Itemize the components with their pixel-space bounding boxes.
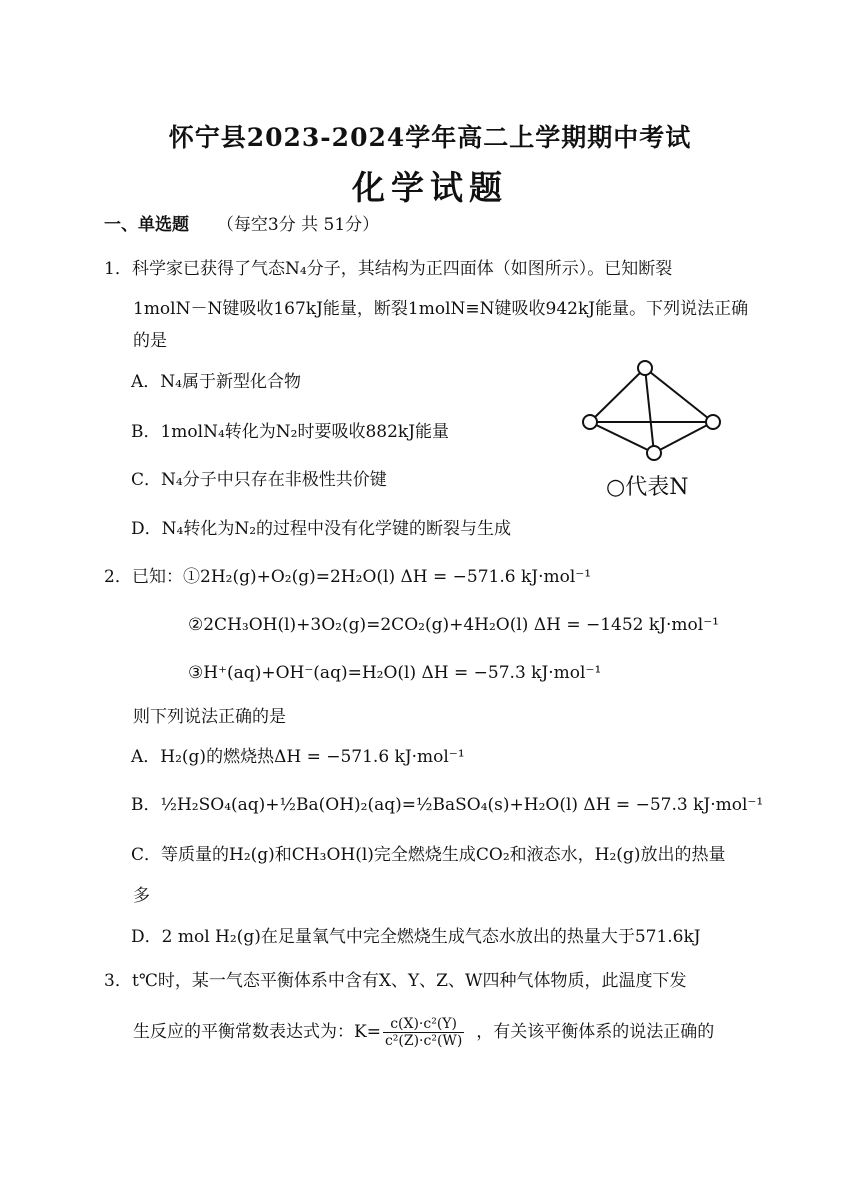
section-points: （每空3分 共 51分） bbox=[216, 215, 380, 235]
q1-option-a: A．N₄属于新型化合物 bbox=[131, 372, 301, 392]
q2-option-d: D．2 mol H₂(g)在足量氧气中完全燃烧生成气态水放出的热量大于571.6kJ bbox=[131, 927, 701, 947]
q1-line2: 1molN－N键吸收167kJ能量，断裂1molN≡N键吸收942kJ能量。下列说法正确 bbox=[133, 299, 749, 319]
q1-option-d: D．N₄转化为N₂的过程中没有化学键的断裂与生成 bbox=[131, 519, 512, 539]
q1-option-b: B．1molN₄转化为N₂时要吸收882kJ能量 bbox=[131, 422, 450, 442]
q2-eq1: ①2H₂(g)+O₂(g)=2H₂O(l) ΔH = −571.6 kJ·mol⁻¹ bbox=[183, 567, 592, 587]
q2-number: 2． bbox=[104, 567, 132, 587]
n-atom-bottom bbox=[647, 446, 661, 460]
fraction-denominator: c²(Z)·c²(W) bbox=[384, 1033, 463, 1049]
q2-option-c: C．等质量的H₂(g)和CH₃OH(l)完全燃烧生成CO₂和液态水，H₂(g)放出的热量 bbox=[131, 845, 726, 865]
q2-option-b: B．½H₂SO₄(aq)+½Ba(OH)₂(aq)=½BaSO₄(s)+H₂O(l) ΔH = −57.3 kJ·mol⁻¹ bbox=[131, 795, 764, 815]
q2-stem: 则下列说法正确的是 bbox=[133, 707, 286, 727]
q1-line3: 的是 bbox=[133, 331, 167, 351]
q1-option-c: C．N₄分子中只存在非极性共价键 bbox=[131, 470, 387, 490]
q3-number: 3． bbox=[104, 971, 132, 991]
n-atom-right bbox=[706, 415, 720, 429]
n-atom-left bbox=[583, 415, 597, 429]
exam-subtitle: 化学试题 bbox=[352, 168, 508, 207]
q1-number: 1． bbox=[104, 259, 132, 279]
q2-eq3: ③H⁺(aq)+OH⁻(aq)=H₂O(l) ΔH = −57.3 kJ·mol⁻¹ bbox=[188, 663, 602, 683]
section-heading bbox=[104, 214, 379, 236]
exam-title: 怀宁县2023-2024学年高二上学期期中考试 bbox=[168, 123, 692, 152]
q2-option-a: A．H₂(g)的燃烧热ΔH = −571.6 kJ·mol⁻¹ bbox=[131, 747, 465, 767]
fraction-numerator: c(X)·c²(Y) bbox=[383, 1016, 464, 1033]
q3-line2: 生反应的平衡常数表达式为：K= $\frac{\text{c(X)·c²(Y)}}{\text{c²(Z)·c²(W)}}$ ，有关该平衡体系的说法正确的 bbox=[133, 1016, 715, 1049]
n-atom-top bbox=[638, 361, 652, 375]
equilibrium-constant-fraction bbox=[383, 1016, 464, 1049]
figure-legend: ○代表N bbox=[606, 475, 689, 500]
section-label: 一、单选题 bbox=[104, 215, 189, 235]
q2-eq2: ②2CH₃OH(l)+3O₂(g)=2CO₂(g)+4H₂O(l) ΔH = −1452 kJ·mol⁻¹ bbox=[188, 615, 720, 635]
q1-line1: 1．科学家已获得了气态N₄分子，其结构为正四面体（如图所示）。已知断裂 bbox=[104, 259, 673, 279]
q2-intro: 2．已知：①2H₂(g)+O₂(g)=2H₂O(l) ΔH = −571.6 kJ·mol⁻¹ bbox=[104, 567, 592, 587]
q2-option-c-cont: 多 bbox=[133, 886, 150, 906]
q3-line1: 3．t℃时，某一气态平衡体系中含有X、Y、Z、W四种气体物质，此温度下发 bbox=[104, 971, 687, 991]
